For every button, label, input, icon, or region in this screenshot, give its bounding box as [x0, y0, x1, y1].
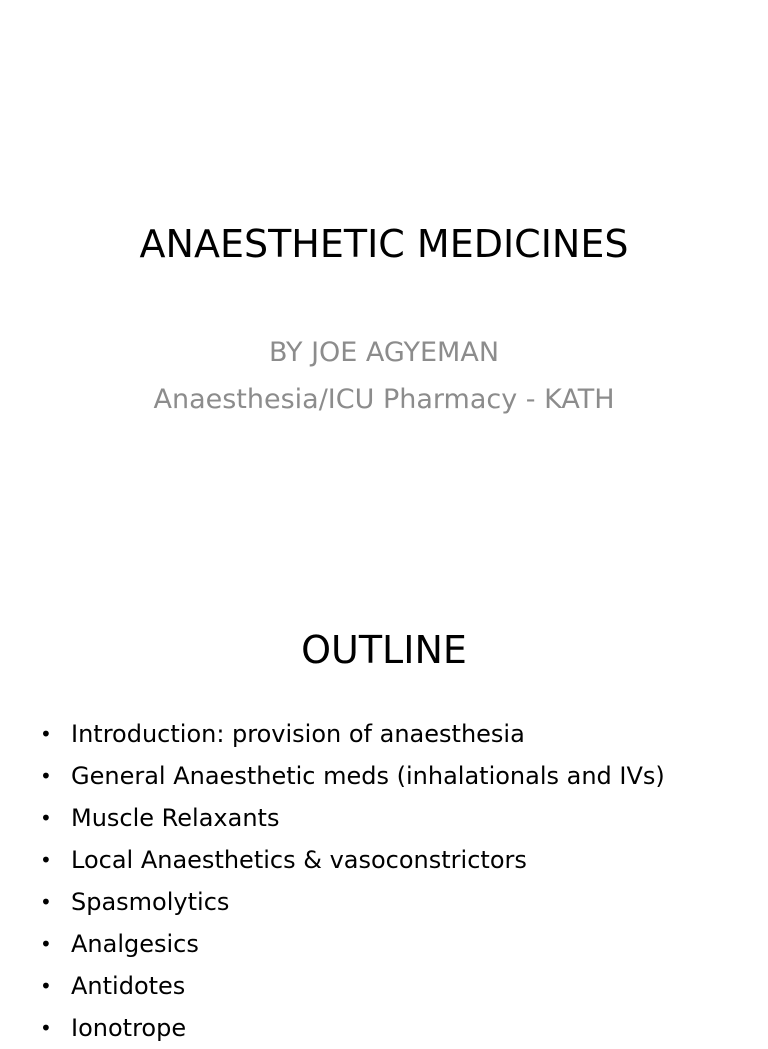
outline-item-text: Antidotes: [71, 972, 186, 1000]
bullet-icon: •: [40, 848, 52, 872]
outline-item-text: Spasmolytics: [71, 888, 230, 916]
bullet-icon: •: [40, 890, 52, 914]
outline-title: OUTLINE: [301, 628, 467, 672]
outline-item-text: Introduction: provision of anaesthesia: [71, 720, 525, 748]
affiliation-subtitle: Anaesthesia/ICU Pharmacy - KATH: [153, 384, 615, 415]
outline-item-text: Ionotrope: [71, 1014, 187, 1042]
bullet-icon: •: [40, 722, 52, 746]
outline-item-text: Muscle Relaxants: [71, 804, 280, 832]
bullet-icon: •: [40, 932, 52, 956]
bullet-icon: •: [40, 806, 52, 830]
bullet-icon: •: [40, 974, 52, 998]
outline-item-text: General Anaesthetic meds (inhalationals and IVs): [71, 762, 665, 790]
author-subtitle: BY JOE AGYEMAN: [268, 337, 500, 368]
outline-item-text: Analgesics: [71, 930, 199, 958]
bullet-icon: •: [40, 764, 52, 788]
outline-slide: [0, 576, 768, 1042]
bullet-icon: •: [40, 1016, 52, 1040]
slide-title: ANAESTHETIC MEDICINES: [139, 222, 629, 266]
outline-item-text: Local Anaesthetics & vasoconstrictors: [71, 846, 527, 874]
